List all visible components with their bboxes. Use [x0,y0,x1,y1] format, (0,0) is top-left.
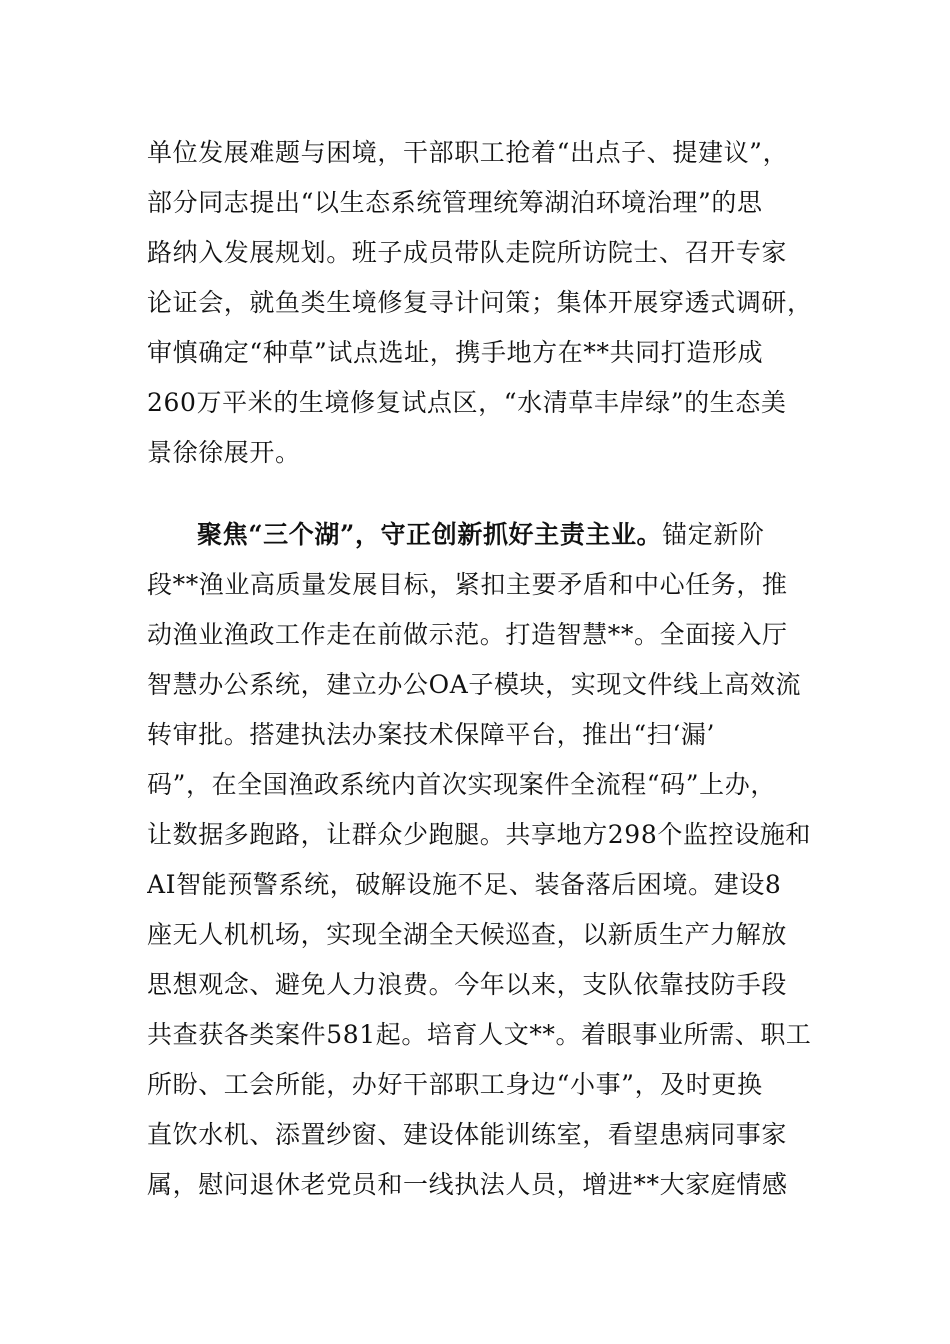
paragraph2-line-3: 动渔业渔政工作走在前做示范。打造智慧**。全面接入厅 [147,620,788,649]
paragraph2-line-8: AI智能预警系统，破解设施不足、装备落后困境。建设8 [147,870,782,899]
paragraph2-line-5: 转审批。搭建执法办案技术保障平台，推出“扫‘漏’ [147,720,716,749]
paragraph1-line-5: 审慎确定“种草”试点选址，携手地方在**共同打造形成 [147,338,764,367]
paragraph2-line-10: 思想观念、避免人力浪费。今年以来，支队依靠技防手段 [147,970,788,999]
paragraph2-line-14: 属，慰问退休老党员和一线执法人员，增进**大家庭情感 [147,1170,788,1199]
paragraph2-line-11: 共查获各类案件581起。培育人文**。着眼事业所需、职工 [147,1020,812,1049]
paragraph2-line-2: 段**渔业高质量发展目标，紧扣主要矛盾和中心任务，推 [147,570,788,599]
paragraph2-line-12: 所盼、工会所能，办好干部职工身边“小事”，及时更换 [147,1070,763,1099]
paragraph2-first-line-rest: 锚定新阶 [662,520,765,549]
paragraph2-line-7: 让数据多跑路，让群众少跑腿。共享地方298个监控设施和 [147,820,811,849]
paragraph2-heading: 聚焦“三个湖”，守正创新抓好主责主业。 [197,520,663,549]
paragraph1-line-1: 单位发展难题与困境，干部职工抢着“出点子、提建议”， [147,138,789,167]
paragraph1-line-2: 部分同志提出“以生态系统管理统筹湖泊环境治理”的思 [147,188,763,217]
paragraph1-line-7: 景徐徐展开。 [147,438,301,467]
paragraph1-line-3: 路纳入发展规划。班子成员带队走院所访院士、召开专家 [147,238,788,267]
paragraph2-line-4: 智慧办公系统，建立办公OA子模块，实现文件线上高效流 [147,670,802,699]
paragraph2-first-line [197,510,817,560]
paragraph1-line-4: 论证会，就鱼类生境修复寻计问策；集体开展穿透式调研， [147,288,813,317]
paragraph2-line-6: 码”，在全国渔政系统内首次实现案件全流程“码”上办， [147,770,776,799]
paragraph2-line-9: 座无人机机场，实现全湖全天候巡查，以新质生产力解放 [147,920,788,949]
paragraph1-line-6: 260万平米的生境修复试点区，“水清草丰岸绿”的生态美 [147,388,787,417]
paragraph2-line-13: 直饮水机、添置纱窗、建设体能训练室，看望患病同事家 [147,1120,788,1149]
